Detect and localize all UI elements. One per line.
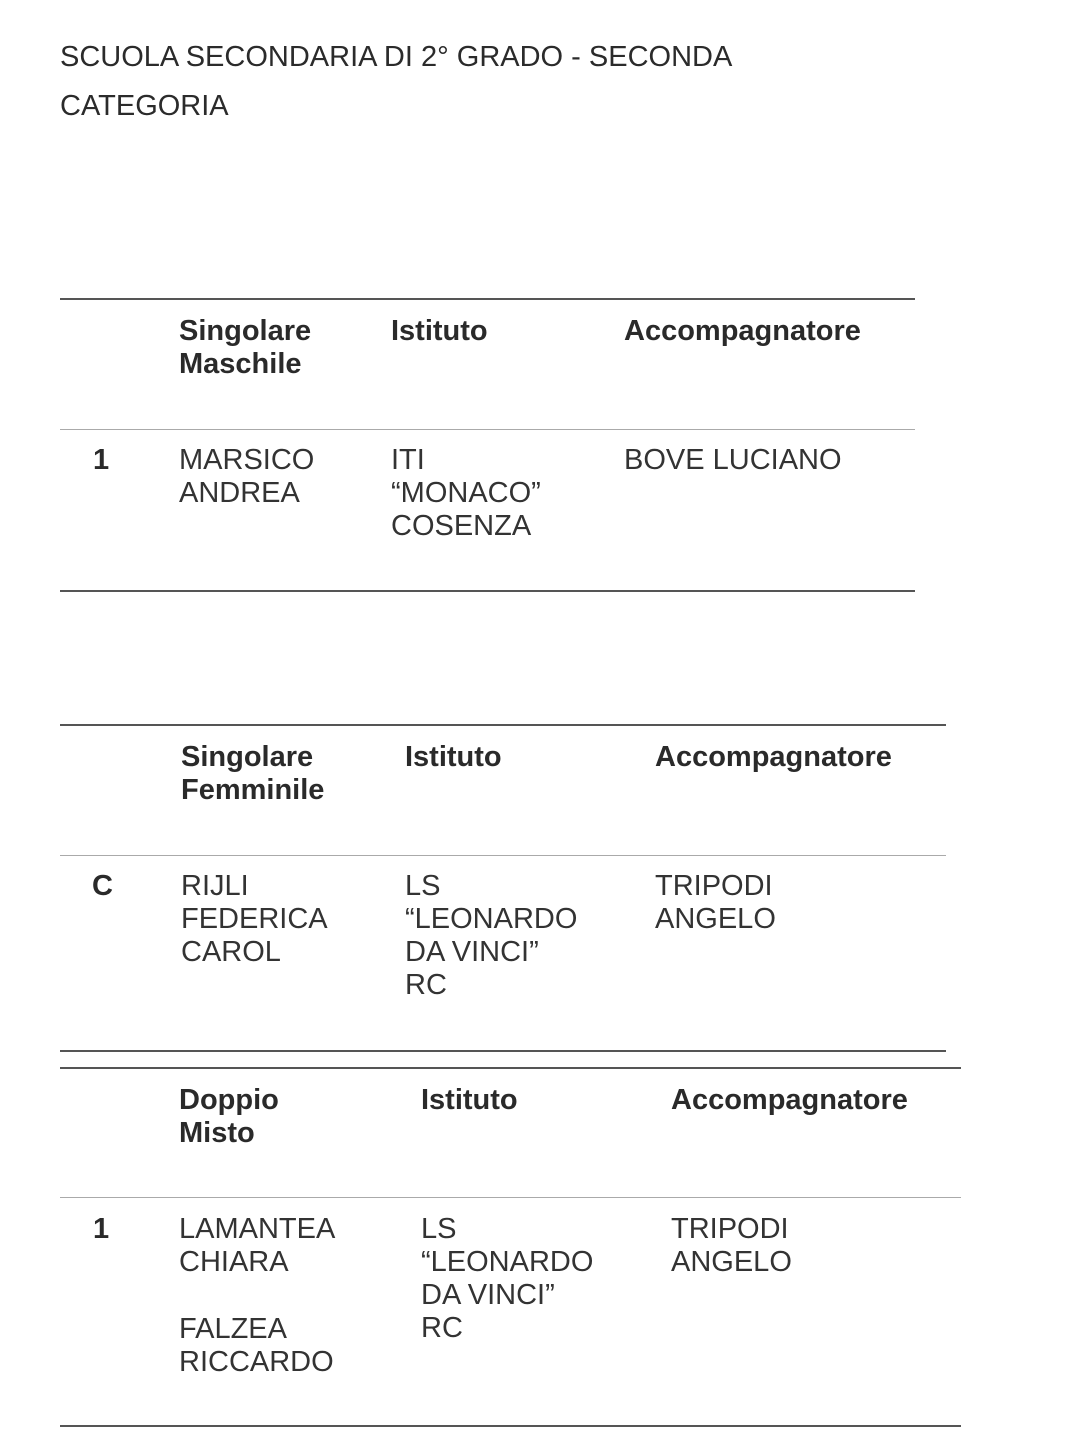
row-companion: TRIPODI ANGELO [671, 1213, 792, 1278]
table-bottom-rule [60, 590, 915, 592]
row-institute: LS “LEONARDO DA VINCI” RC [421, 1213, 594, 1344]
header-category: Singolare Maschile [179, 315, 312, 380]
header-accompagnatore: Accompagnatore [671, 1084, 908, 1116]
row-rank: C [92, 870, 113, 902]
row-athlete: MARSICO ANDREA [179, 444, 315, 509]
table-bottom-rule [60, 1425, 961, 1427]
table-bottom-rule [60, 1050, 946, 1052]
row-institute: ITI “MONACO” COSENZA [391, 444, 541, 542]
header-divider [60, 1197, 961, 1198]
table-doppio-misto [60, 1067, 961, 1429]
page-heading: SCUOLA SECONDARIA DI 2° GRADO - SECONDA CATEGORIA [60, 41, 731, 122]
row-companion: BOVE LUCIANO [624, 444, 842, 476]
header-divider [60, 429, 915, 430]
table-top-rule [60, 1067, 961, 1069]
header-accompagnatore: Accompagnatore [624, 315, 861, 347]
header-accompagnatore: Accompagnatore [655, 741, 892, 773]
row-athlete-1: LAMANTEA CHIARA [179, 1213, 336, 1278]
header-istituto: Istituto [421, 1084, 518, 1116]
header-istituto: Istituto [391, 315, 488, 347]
header-istituto: Istituto [405, 741, 502, 773]
header-divider [60, 855, 946, 856]
row-companion: TRIPODI ANGELO [655, 870, 776, 935]
table-singolare-femminile [60, 724, 946, 1054]
row-rank: 1 [93, 1213, 110, 1245]
table-singolare-maschile [60, 298, 915, 594]
row-institute: LS “LEONARDO DA VINCI” RC [405, 870, 578, 1001]
row-athlete-2: FALZEA RICCARDO [179, 1313, 334, 1378]
row-athlete: RIJLI FEDERICA CAROL [181, 870, 328, 968]
row-rank: 1 [93, 444, 110, 476]
header-category: Doppio Misto [179, 1084, 279, 1149]
header-category: Singolare Femminile [181, 741, 325, 806]
table-top-rule [60, 724, 946, 726]
table-top-rule [60, 298, 915, 300]
